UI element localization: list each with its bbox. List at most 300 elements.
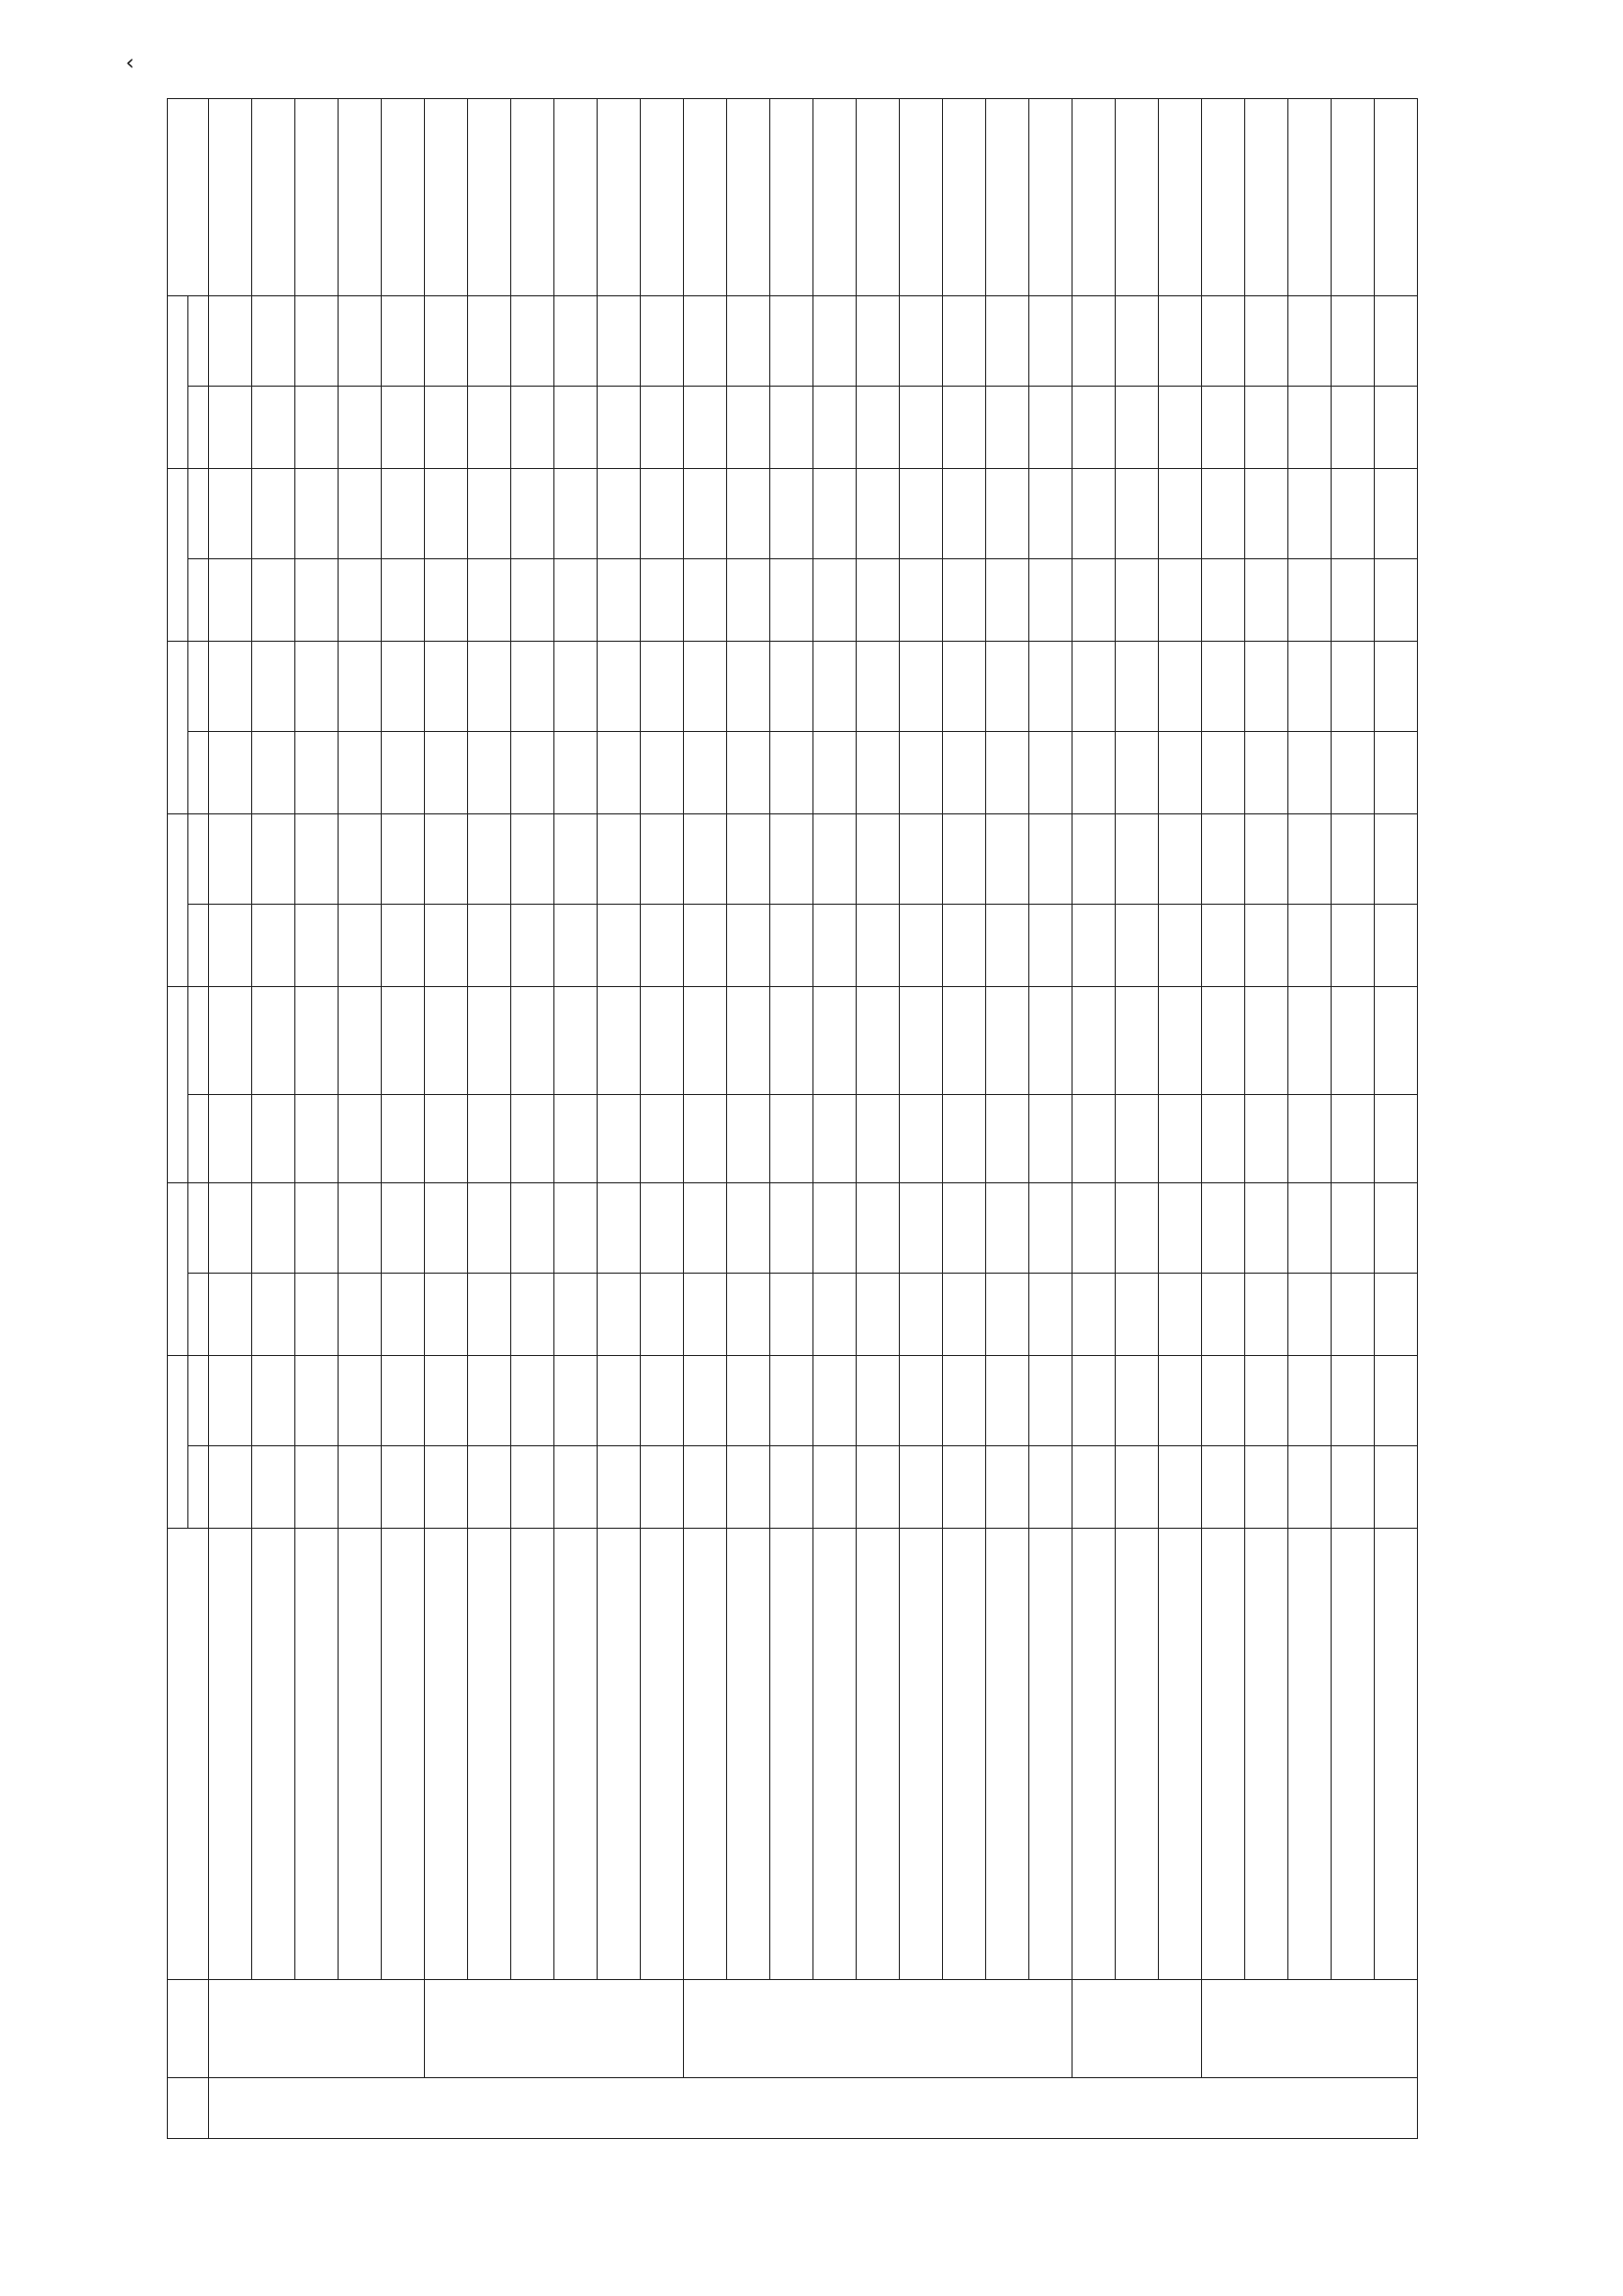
target-cb-cell	[1288, 387, 1332, 469]
done-ca-cell	[857, 814, 900, 905]
indicator-label	[943, 1529, 986, 1980]
done-prov-cell	[1245, 1356, 1288, 1446]
done-gq-cell	[209, 987, 252, 1095]
level1-cell	[209, 2078, 1418, 2139]
done-gq-cell	[1288, 987, 1332, 1095]
done-prov-cell	[1116, 1356, 1159, 1446]
done-prov-cell	[641, 1356, 684, 1446]
done-ce-cell	[1159, 642, 1202, 732]
target-c1-cell	[684, 559, 727, 642]
done-ce-cell	[295, 642, 339, 732]
done-ce-cell	[770, 642, 813, 732]
done-gq-cell	[554, 987, 598, 1095]
target-c1-cell	[727, 559, 770, 642]
done-ca-cell	[1375, 814, 1418, 905]
table-row	[770, 99, 813, 2139]
indicator-label	[209, 1529, 252, 1980]
target-prov-cell	[900, 1446, 943, 1529]
done-city1-cell	[598, 1183, 641, 1274]
blank-cell	[943, 99, 986, 296]
target-city1-cell	[554, 1274, 598, 1356]
target-gq-cell	[598, 1095, 641, 1183]
done-cb-cell	[511, 296, 554, 387]
done-cb-cell	[727, 296, 770, 387]
done-cb-cell	[252, 296, 295, 387]
target-c1-cell	[900, 559, 943, 642]
done-cb-cell	[770, 296, 813, 387]
target-prov-cell	[252, 1446, 295, 1529]
done-prov-cell	[339, 1356, 382, 1446]
target-cb-cell	[209, 387, 252, 469]
done-gq-cell	[468, 987, 511, 1095]
target-cb-cell	[1159, 387, 1202, 469]
target-prov-cell	[943, 1446, 986, 1529]
table-row	[339, 99, 382, 2139]
done-prov-cell	[295, 1356, 339, 1446]
blank-cell	[1375, 99, 1418, 296]
target-ce-cell	[295, 732, 339, 814]
target-cb-cell	[554, 387, 598, 469]
target-ce-cell	[468, 732, 511, 814]
header-target	[188, 1446, 209, 1529]
table-row	[468, 99, 511, 2139]
table-row	[641, 99, 684, 2139]
done-city1-cell	[1029, 1183, 1073, 1274]
header-target	[188, 387, 209, 469]
target-ca-cell	[425, 905, 468, 987]
done-prov-cell	[770, 1356, 813, 1446]
done-gq-cell	[1375, 987, 1418, 1095]
done-ca-cell	[641, 814, 684, 905]
done-c1-cell	[1116, 469, 1159, 559]
done-c1-cell	[1202, 469, 1245, 559]
target-city1-cell	[209, 1274, 252, 1356]
indicator-label	[295, 1529, 339, 1980]
indicator-label	[684, 1529, 727, 1980]
target-ca-cell	[598, 905, 641, 987]
done-ca-cell	[684, 814, 727, 905]
target-cb-cell	[943, 387, 986, 469]
done-prov-cell	[986, 1356, 1029, 1446]
blank-cell	[684, 99, 727, 296]
target-prov-cell	[857, 1446, 900, 1529]
done-cb-cell	[813, 296, 857, 387]
done-ce-cell	[468, 642, 511, 732]
target-ce-cell	[1202, 732, 1245, 814]
target-ce-cell	[813, 732, 857, 814]
target-c1-cell	[209, 559, 252, 642]
table-row	[598, 99, 641, 2139]
target-ce-cell	[339, 732, 382, 814]
done-gq-cell	[382, 987, 425, 1095]
indicator-label	[857, 1529, 900, 1980]
target-gq-cell	[857, 1095, 900, 1183]
indicator-label	[1159, 1529, 1202, 1980]
table-row	[554, 99, 598, 2139]
target-city1-cell	[727, 1274, 770, 1356]
target-gq-cell	[295, 1095, 339, 1183]
target-city1-cell	[425, 1274, 468, 1356]
target-ca-cell	[252, 905, 295, 987]
target-gq-cell	[813, 1095, 857, 1183]
target-gq-cell	[554, 1095, 598, 1183]
done-ce-cell	[1245, 642, 1288, 732]
target-city1-cell	[1245, 1274, 1288, 1356]
header-level1	[168, 2078, 209, 2139]
target-city1-cell	[641, 1274, 684, 1356]
done-gq-cell	[727, 987, 770, 1095]
target-cb-cell	[684, 387, 727, 469]
indicator-label	[900, 1529, 943, 1980]
blank-cell	[468, 99, 511, 296]
blank-cell	[252, 99, 295, 296]
done-cb-cell	[339, 296, 382, 387]
target-city1-cell	[598, 1274, 641, 1356]
target-gq-cell	[209, 1095, 252, 1183]
target-city1-cell	[468, 1274, 511, 1356]
done-cb-cell	[900, 296, 943, 387]
target-c1-cell	[382, 559, 425, 642]
done-city1-cell	[727, 1183, 770, 1274]
target-gq-cell	[425, 1095, 468, 1183]
done-prov-cell	[1159, 1356, 1202, 1446]
done-gq-cell	[252, 987, 295, 1095]
target-ca-cell	[1159, 905, 1202, 987]
blank-cell	[209, 99, 252, 296]
blank-cell	[598, 99, 641, 296]
target-prov-cell	[339, 1446, 382, 1529]
target-prov-cell	[295, 1446, 339, 1529]
table-row	[511, 99, 554, 2139]
done-ce-cell	[1029, 642, 1073, 732]
done-ca-cell	[986, 814, 1029, 905]
target-prov-cell	[813, 1446, 857, 1529]
table-row	[1116, 99, 1159, 2139]
header-level2	[168, 1980, 209, 2078]
target-ca-cell	[554, 905, 598, 987]
header-done	[188, 987, 209, 1095]
done-prov-cell	[425, 1356, 468, 1446]
target-ce-cell	[727, 732, 770, 814]
done-gq-cell	[943, 987, 986, 1095]
table-row	[986, 99, 1029, 2139]
target-city1-cell	[1116, 1274, 1159, 1356]
done-gq-cell	[900, 987, 943, 1095]
target-c1-cell	[857, 559, 900, 642]
target-ce-cell	[1159, 732, 1202, 814]
header-done	[188, 642, 209, 732]
header-done	[188, 814, 209, 905]
indicator-label	[1288, 1529, 1332, 1980]
target-cb-cell	[252, 387, 295, 469]
done-gq-cell	[813, 987, 857, 1095]
table-row	[857, 99, 900, 2139]
done-ca-cell	[1029, 814, 1073, 905]
done-prov-cell	[1202, 1356, 1245, 1446]
done-city1-cell	[1116, 1183, 1159, 1274]
target-city1-cell	[1202, 1274, 1245, 1356]
level2-cell	[209, 1980, 425, 2078]
done-gq-cell	[1116, 987, 1159, 1095]
level2-cell	[684, 1980, 1073, 2078]
target-gq-cell	[1159, 1095, 1202, 1183]
done-c1-cell	[295, 469, 339, 559]
done-c1-cell	[1288, 469, 1332, 559]
target-c1-cell	[1159, 559, 1202, 642]
target-city1-cell	[295, 1274, 339, 1356]
target-ce-cell	[511, 732, 554, 814]
target-prov-cell	[684, 1446, 727, 1529]
done-gq-cell	[598, 987, 641, 1095]
target-ce-cell	[252, 732, 295, 814]
done-ce-cell	[986, 642, 1029, 732]
target-prov-cell	[554, 1446, 598, 1529]
done-city1-cell	[1245, 1183, 1288, 1274]
done-ce-cell	[554, 642, 598, 732]
indicator-label	[511, 1529, 554, 1980]
target-ce-cell	[425, 732, 468, 814]
target-city1-cell	[684, 1274, 727, 1356]
done-ca-cell	[943, 814, 986, 905]
target-gq-cell	[382, 1095, 425, 1183]
done-cb-cell	[684, 296, 727, 387]
done-ca-cell	[425, 814, 468, 905]
target-ca-cell	[382, 905, 425, 987]
target-prov-cell	[1116, 1446, 1159, 1529]
done-ca-cell	[598, 814, 641, 905]
target-c1-cell	[986, 559, 1029, 642]
header-target	[188, 1274, 209, 1356]
done-cb-cell	[554, 296, 598, 387]
target-ca-cell	[813, 905, 857, 987]
done-ca-cell	[339, 814, 382, 905]
header-blank	[168, 99, 209, 296]
done-prov-cell	[900, 1356, 943, 1446]
target-cb-cell	[857, 387, 900, 469]
done-prov-cell	[511, 1356, 554, 1446]
target-city1-cell	[813, 1274, 857, 1356]
target-c1-cell	[1245, 559, 1288, 642]
target-city1-cell	[1159, 1274, 1202, 1356]
target-prov-cell	[1245, 1446, 1288, 1529]
target-city1-cell	[1073, 1274, 1116, 1356]
target-city1-cell	[1332, 1274, 1375, 1356]
header-county-b	[168, 296, 188, 469]
done-c1-cell	[684, 469, 727, 559]
scan-speck: ‹	[126, 51, 134, 76]
target-cb-cell	[1202, 387, 1245, 469]
target-cb-cell	[1332, 387, 1375, 469]
target-cb-cell	[1245, 387, 1288, 469]
table-row	[425, 99, 468, 2139]
header-target	[188, 732, 209, 814]
done-c1-cell	[1375, 469, 1418, 559]
done-gq-cell	[770, 987, 813, 1095]
done-city1-cell	[339, 1183, 382, 1274]
done-ce-cell	[943, 642, 986, 732]
done-c1-cell	[727, 469, 770, 559]
target-gq-cell	[943, 1095, 986, 1183]
done-cb-cell	[986, 296, 1029, 387]
target-ca-cell	[511, 905, 554, 987]
indicator-label	[986, 1529, 1029, 1980]
target-gq-cell	[1029, 1095, 1073, 1183]
table-row	[1029, 99, 1073, 2139]
target-prov-cell	[770, 1446, 813, 1529]
target-prov-cell	[468, 1446, 511, 1529]
target-c1-cell	[1332, 559, 1375, 642]
target-prov-cell	[1202, 1446, 1245, 1529]
level2-cell	[425, 1980, 684, 2078]
target-gq-cell	[339, 1095, 382, 1183]
target-c1-cell	[1375, 559, 1418, 642]
done-ca-cell	[727, 814, 770, 905]
done-ca-cell	[252, 814, 295, 905]
indicator-label	[468, 1529, 511, 1980]
indicator-label	[382, 1529, 425, 1980]
done-cb-cell	[943, 296, 986, 387]
target-prov-cell	[598, 1446, 641, 1529]
done-ce-cell	[1288, 642, 1332, 732]
blank-cell	[1073, 99, 1116, 296]
target-ca-cell	[857, 905, 900, 987]
blank-cell	[425, 99, 468, 296]
header-done	[188, 1183, 209, 1274]
table-row	[1159, 99, 1202, 2139]
target-gq-cell	[727, 1095, 770, 1183]
target-gq-cell	[986, 1095, 1029, 1183]
done-ce-cell	[1116, 642, 1159, 732]
target-ca-cell	[1332, 905, 1375, 987]
target-ce-cell	[641, 732, 684, 814]
done-city1-cell	[943, 1183, 986, 1274]
target-ca-cell	[943, 905, 986, 987]
target-cb-cell	[598, 387, 641, 469]
done-ce-cell	[900, 642, 943, 732]
target-c1-cell	[252, 559, 295, 642]
table-row	[1332, 99, 1375, 2139]
done-cb-cell	[1332, 296, 1375, 387]
done-c1-cell	[1073, 469, 1116, 559]
done-cb-cell	[468, 296, 511, 387]
done-cb-cell	[382, 296, 425, 387]
done-c1-cell	[598, 469, 641, 559]
done-c1-cell	[1029, 469, 1073, 559]
target-ce-cell	[1288, 732, 1332, 814]
target-ca-cell	[209, 905, 252, 987]
target-ca-cell	[339, 905, 382, 987]
target-c1-cell	[425, 559, 468, 642]
done-prov-cell	[813, 1356, 857, 1446]
done-ca-cell	[1245, 814, 1288, 905]
target-gq-cell	[1245, 1095, 1288, 1183]
target-c1-cell	[468, 559, 511, 642]
target-ca-cell	[900, 905, 943, 987]
target-ca-cell	[468, 905, 511, 987]
target-ce-cell	[209, 732, 252, 814]
target-gq-cell	[1288, 1095, 1332, 1183]
table-row	[943, 99, 986, 2139]
performance-table	[167, 98, 1418, 2139]
table-row	[900, 99, 943, 2139]
done-gq-cell	[1073, 987, 1116, 1095]
done-gq-cell	[684, 987, 727, 1095]
done-cb-cell	[1375, 296, 1418, 387]
done-city1-cell	[1202, 1183, 1245, 1274]
done-prov-cell	[684, 1356, 727, 1446]
target-cb-cell	[1375, 387, 1418, 469]
done-ce-cell	[1375, 642, 1418, 732]
done-prov-cell	[382, 1356, 425, 1446]
target-cb-cell	[770, 387, 813, 469]
done-prov-cell	[209, 1356, 252, 1446]
done-prov-cell	[727, 1356, 770, 1446]
blank-cell	[900, 99, 943, 296]
done-city1-cell	[511, 1183, 554, 1274]
table-row	[1245, 99, 1288, 2139]
blank-cell	[1116, 99, 1159, 296]
target-gq-cell	[770, 1095, 813, 1183]
done-c1-cell	[1332, 469, 1375, 559]
header-county-a	[168, 814, 188, 987]
target-cb-cell	[986, 387, 1029, 469]
done-c1-cell	[943, 469, 986, 559]
done-city1-cell	[1073, 1183, 1116, 1274]
done-prov-cell	[1288, 1356, 1332, 1446]
done-ca-cell	[468, 814, 511, 905]
done-ce-cell	[382, 642, 425, 732]
done-cb-cell	[1202, 296, 1245, 387]
target-ce-cell	[857, 732, 900, 814]
header-done	[188, 1356, 209, 1446]
header-target	[188, 1095, 209, 1183]
done-city1-cell	[1332, 1183, 1375, 1274]
target-gq-cell	[468, 1095, 511, 1183]
target-prov-cell	[641, 1446, 684, 1529]
target-cb-cell	[425, 387, 468, 469]
target-ce-cell	[943, 732, 986, 814]
target-ca-cell	[1073, 905, 1116, 987]
target-prov-cell	[382, 1446, 425, 1529]
done-c1-cell	[554, 469, 598, 559]
done-city1-cell	[295, 1183, 339, 1274]
done-ca-cell	[900, 814, 943, 905]
done-c1-cell	[425, 469, 468, 559]
target-prov-cell	[1375, 1446, 1418, 1529]
done-ce-cell	[252, 642, 295, 732]
done-gq-cell	[1029, 987, 1073, 1095]
blank-cell	[554, 99, 598, 296]
done-cb-cell	[641, 296, 684, 387]
blank-cell	[1288, 99, 1332, 296]
target-cb-cell	[382, 387, 425, 469]
target-ca-cell	[684, 905, 727, 987]
done-city1-cell	[1159, 1183, 1202, 1274]
blank-cell	[986, 99, 1029, 296]
indicator-label	[727, 1529, 770, 1980]
indicator-label	[1029, 1529, 1073, 1980]
done-ca-cell	[1202, 814, 1245, 905]
indicator-label	[425, 1529, 468, 1980]
target-city1-cell	[252, 1274, 295, 1356]
done-cb-cell	[295, 296, 339, 387]
target-ce-cell	[986, 732, 1029, 814]
target-cb-cell	[1073, 387, 1116, 469]
target-ca-cell	[727, 905, 770, 987]
done-city1-cell	[554, 1183, 598, 1274]
target-c1-cell	[943, 559, 986, 642]
target-city1-cell	[511, 1274, 554, 1356]
